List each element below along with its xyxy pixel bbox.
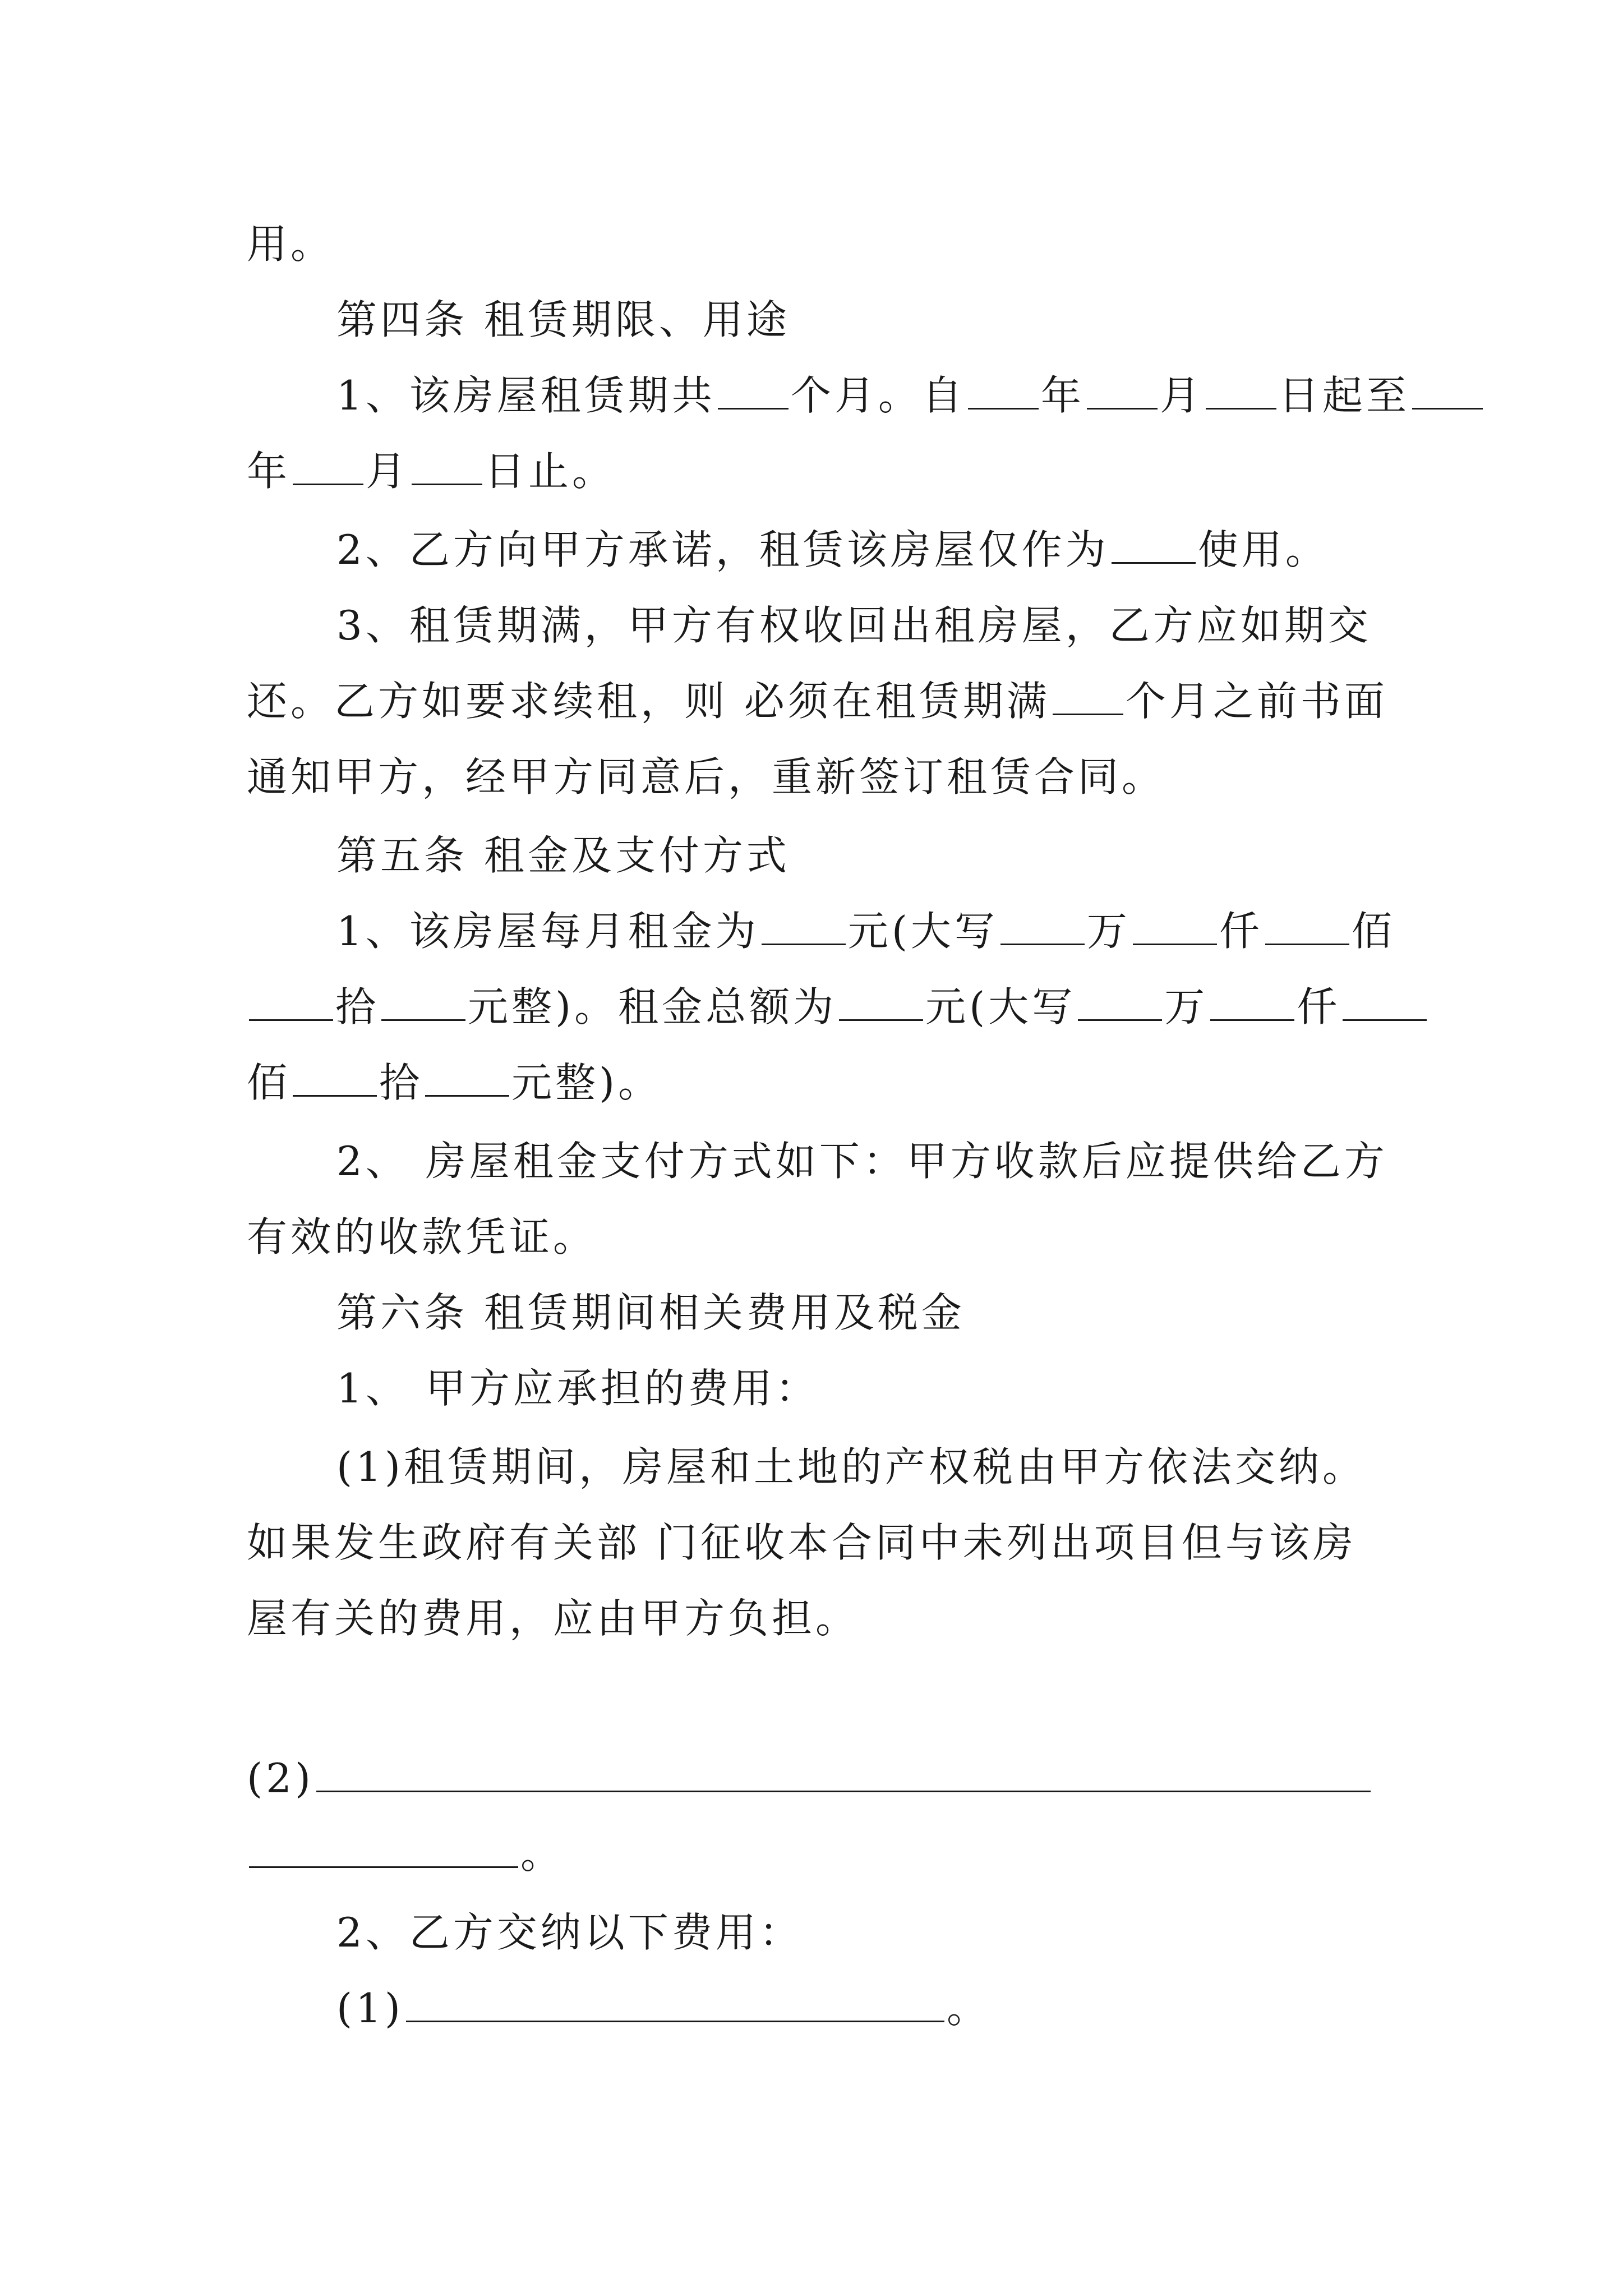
clause-line — [247, 1515, 1357, 1571]
text: 万 — [1164, 983, 1209, 1030]
text: 元整)。 — [511, 1059, 662, 1106]
text: 个月之前书面 — [1125, 678, 1388, 725]
text: 拾 — [335, 983, 380, 1030]
text: 屋有关的费用，应由甲方负担。 — [247, 1595, 860, 1642]
fill-blank — [316, 1751, 1371, 1792]
text: (1) — [336, 1985, 404, 2032]
fill-blank — [1265, 904, 1349, 945]
text: 第六条 租赁期间相关费用及税金 — [336, 1289, 965, 1336]
text: 月 — [1159, 372, 1204, 419]
text: 年 — [247, 448, 291, 495]
text: 1、该房屋租赁期共 — [336, 372, 716, 419]
clause-line — [336, 1439, 1366, 1495]
clause-line — [247, 1209, 597, 1265]
fill-blank — [762, 904, 846, 945]
fill-blank — [1000, 904, 1085, 945]
text: 第五条 租金及支付方式 — [336, 832, 790, 879]
fill-blank — [1210, 980, 1294, 1021]
text: 元(大写 — [847, 908, 998, 955]
clause-line — [247, 1826, 564, 1882]
fill-blank — [293, 1056, 377, 1097]
text: 佰 — [1351, 908, 1395, 955]
text: 仟 — [1297, 983, 1341, 1030]
text: 如果发生政府有关部 门征收本合同中未列出项目但与该房 — [247, 1519, 1357, 1566]
clause-line — [247, 1750, 1373, 1806]
text: 日止。 — [485, 448, 616, 495]
text: 使用。 — [1197, 526, 1329, 573]
text: 1、该房屋每月租金为 — [336, 908, 759, 955]
fill-blank — [406, 1981, 944, 2022]
text: (2) — [247, 1755, 314, 1802]
fill-blank — [249, 1827, 518, 1868]
clause-line — [336, 1904, 803, 1961]
clause-line — [336, 903, 1395, 959]
fill-blank — [1133, 904, 1217, 945]
text: 拾 — [379, 1059, 423, 1106]
article-heading — [336, 292, 790, 348]
clause-line — [247, 979, 1429, 1035]
text: 第四条 租赁期限、用途 — [336, 296, 790, 343]
clause-line — [336, 597, 1372, 654]
fill-blank — [1053, 674, 1123, 715]
fill-blank — [381, 980, 465, 1021]
fill-blank — [1343, 980, 1427, 1021]
fill-blank — [968, 369, 1039, 409]
fill-blank — [1412, 369, 1483, 409]
clause-line — [336, 522, 1329, 578]
clause-line — [247, 673, 1388, 729]
fill-blank — [1078, 980, 1162, 1021]
fill-blank — [1087, 369, 1158, 409]
fill-blank — [1112, 523, 1196, 564]
clause-line — [336, 1980, 990, 2036]
text: 3、租赁期满，甲方有权收回出租房屋，乙方应如期交 — [336, 602, 1372, 649]
text: 还。乙方如要求续租，则 必须在租赁期满 — [247, 678, 1050, 725]
clause-line — [336, 1133, 1388, 1189]
text: 万 — [1086, 908, 1131, 955]
fill-blank — [718, 369, 789, 409]
text: 2、 房屋租金支付方式如下：甲方收款后应提供给乙方 — [336, 1138, 1388, 1185]
text: 月 — [366, 448, 410, 495]
text: 仟 — [1219, 908, 1263, 955]
text-line — [247, 216, 334, 272]
clause-line — [247, 1055, 662, 1111]
fill-blank — [425, 1056, 509, 1097]
fill-blank — [293, 444, 363, 485]
text: (1)租赁期间，房屋和土地的产权税由甲方依法交纳。 — [336, 1443, 1366, 1490]
text: 通知甲方，经甲方同意后，重新签订租赁合同。 — [247, 753, 1166, 800]
clause-line — [336, 1360, 819, 1416]
article-heading — [336, 827, 790, 884]
fill-blank — [1206, 369, 1276, 409]
text: 用。 — [247, 220, 335, 268]
text: 1、 甲方应承担的费用： — [336, 1365, 819, 1412]
text: 2、乙方向甲方承诺，租赁该房屋仅作为 — [336, 526, 1109, 573]
fill-blank — [412, 444, 482, 485]
text: 元整)。租金总额为 — [468, 983, 837, 1030]
fill-blank — [839, 980, 923, 1021]
clause-line — [247, 1590, 859, 1646]
text: 。 — [947, 1985, 991, 2032]
text: 有效的收款凭证。 — [247, 1213, 597, 1260]
text: 。 — [520, 1830, 565, 1878]
text: 年 — [1040, 372, 1085, 419]
text: 个月。自 — [790, 372, 966, 419]
text: 元(大写 — [925, 983, 1076, 1030]
text: 2、乙方交纳以下费用： — [336, 1909, 803, 1956]
clause-line — [336, 367, 1485, 424]
clause-line — [247, 443, 616, 499]
fill-blank — [249, 980, 333, 1021]
text: 佰 — [247, 1059, 291, 1106]
text: 日起至 — [1278, 372, 1410, 419]
clause-line — [247, 749, 1165, 805]
article-heading — [336, 1285, 965, 1341]
